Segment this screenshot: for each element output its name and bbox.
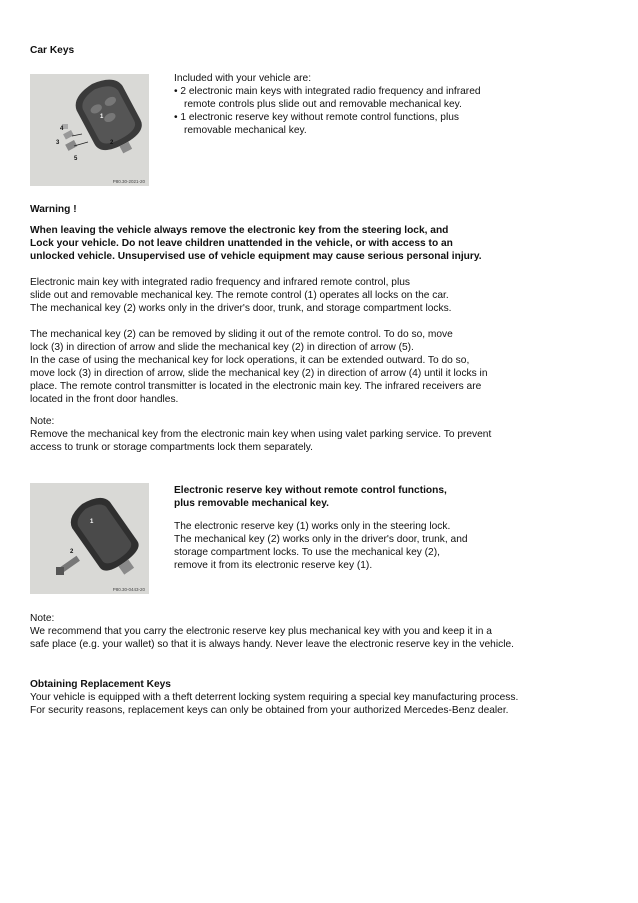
figure-code: P80.30-0443-20: [112, 587, 145, 592]
intro-line: remote controls plus slide out and removable mechanical key.: [184, 99, 462, 110]
text-line: The mechanical key (2) can be removed by sliding it out of the remote control. To do so, move: [30, 329, 453, 340]
heading-line: plus removable mechanical key.: [174, 498, 329, 509]
note-label: Note:: [30, 613, 55, 624]
intro-line: • 2 electronic main keys with integrated radio frequency and infrared: [174, 86, 481, 97]
reserve-key-illustration: [30, 483, 149, 594]
text-line: Electronic main key with integrated radio frequency and infrared remote control, plus: [30, 277, 410, 288]
warning-heading: Warning !: [30, 204, 77, 215]
warning-line: Lock your vehicle. Do not leave children unattended in the vehicle, or with access to an: [30, 238, 453, 249]
text-line: move lock (3) in direction of arrow, slide the mechanical key (2) in direction of arrow (4) until it locks in: [30, 368, 488, 379]
text-line: slide out and removable mechanical key. The remote control (1) operates all locks on the car.: [30, 290, 449, 301]
figure-code: P80.30-2021-20: [112, 179, 145, 184]
replacement-keys-section: [30, 678, 518, 717]
page-title: Car Keys: [30, 45, 75, 56]
warning-line: When leaving the vehicle always remove the electronic key from the steering lock, and: [30, 225, 449, 236]
text-line: located in the front door handles.: [30, 394, 179, 405]
callout-1: 1: [90, 519, 94, 525]
text-line: For security reasons, replacement keys can only be obtained from your authorized Mercedes-Benz dealer.: [30, 705, 509, 716]
text-line: Remove the mechanical key from the electronic main key when using valet parking service. To prevent: [30, 429, 492, 440]
callout-2: 2: [110, 140, 114, 146]
section-heading: Obtaining Replacement Keys: [30, 679, 171, 690]
note-reserve-key: [30, 612, 514, 651]
text-line: remove it from its electronic reserve key (1).: [174, 560, 373, 571]
main-key-illustration: [30, 74, 149, 186]
paragraph-main-key: [30, 276, 452, 315]
intro-line: Included with your vehicle are:: [174, 73, 312, 84]
callout-3: 3: [56, 140, 60, 146]
text-line: The electronic reserve key (1) works only in the steering lock.: [174, 521, 451, 532]
callout-1: 1: [100, 114, 104, 120]
heading-line: Electronic reserve key without remote control functions,: [174, 485, 447, 496]
text-line: Your vehicle is equipped with a theft deterrent locking system requiring a special key manufacturing process.: [30, 692, 519, 703]
text-line: lock (3) in direction of arrow and slide the mechanical key (2) in direction of arrow (5).: [30, 342, 414, 353]
intro-line: removable mechanical key.: [184, 125, 307, 136]
text-line: access to trunk or storage compartments lock them separately.: [30, 442, 313, 453]
text-line: place. The remote control transmitter is located in the electronic main key. The infrared receivers are: [30, 381, 482, 392]
note-label: Note:: [30, 416, 55, 427]
callout-2: 2: [70, 549, 74, 555]
reserve-key-figure: [30, 483, 149, 594]
reserve-key-heading: [174, 484, 447, 510]
main-key-figure: [30, 74, 149, 186]
warning-text: [30, 224, 482, 263]
paragraph-mechanical-key: [30, 328, 488, 406]
text-line: The mechanical key (2) works only in the driver's door, trunk, and storage compartment locks.: [30, 303, 452, 314]
callout-5: 5: [74, 156, 78, 162]
text-line: The mechanical key (2) works only in the driver's door, trunk, and: [174, 534, 468, 545]
intro-line: • 1 electronic reserve key without remote control functions, plus: [174, 112, 459, 123]
reserve-key-text: [174, 520, 468, 572]
intro-block: [174, 72, 481, 137]
note-valet: [30, 415, 491, 454]
text-line: In the case of using the mechanical key for lock operations, it can be extended outward. To do so,: [30, 355, 470, 366]
callout-4: 4: [60, 126, 64, 132]
warning-line: unlocked vehicle. Unsupervised use of vehicle equipment may cause serious personal injury.: [30, 251, 482, 262]
text-line: storage compartment locks. To use the mechanical key (2),: [174, 547, 440, 558]
text-line: safe place (e.g. your wallet) so that it is always handy. Never leave the electronic reserve key in the vehicle.: [30, 639, 514, 650]
text-line: We recommend that you carry the electronic reserve key plus mechanical key with you and keep it in a: [30, 626, 492, 637]
